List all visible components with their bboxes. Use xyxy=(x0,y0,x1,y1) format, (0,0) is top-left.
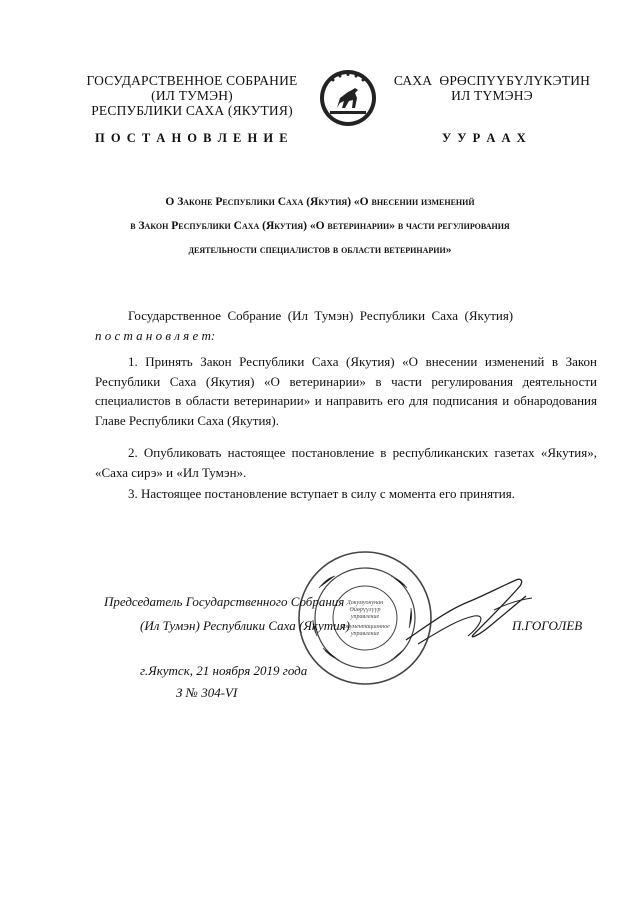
coat-of-arms-emblem xyxy=(318,68,378,128)
signatory-position-line2: (Ил Тумэн) Республики Саха (Якутия) xyxy=(140,618,350,633)
subject-line3: деятельности специалистов в области ветеринарии» xyxy=(188,244,452,256)
item-2-text: 2. Опубликовать настоящее постановление в республиканских газетах «Якутия», «Саха сирэ» и «Ил Тумэн». xyxy=(95,445,597,480)
subject-line1: О Законе Республики Саха (Якутия) «О внесении изменений xyxy=(165,196,475,208)
item-3 xyxy=(95,484,597,504)
decree-word: п о с т а н о в л я е т: xyxy=(95,328,216,343)
stamp-text-5: управление xyxy=(350,631,380,637)
stamp-text-3: управление xyxy=(350,614,380,620)
document-number: З № 304-VI xyxy=(176,685,238,700)
doc-type-left: П О С Т А Н О В Л Е Н И Е xyxy=(95,131,290,145)
doc-type-right: У У Р А А Х xyxy=(442,131,528,145)
header-right-line1: САХА ӨРӨСПҮҮБҮЛҮКЭТИН xyxy=(393,73,591,88)
intro-text: Государственное Собрание (Ил Тумэн) Республики Саха (Якутия) xyxy=(128,308,514,323)
document-subject xyxy=(60,190,580,262)
signatory-position-line1: Председатель Государственного Собрания xyxy=(104,594,345,609)
header-left-line2: (ИЛ ТУМЭН) xyxy=(151,88,233,103)
header-right-line2: ИЛ ТҮМЭНЭ xyxy=(451,88,533,103)
stamp-text-1: Докумуонунан xyxy=(346,600,384,606)
handwritten-signature xyxy=(398,570,538,655)
header-left xyxy=(72,73,312,118)
signatory-name: П.ГОГОЛЕВ xyxy=(512,618,583,633)
item-1 xyxy=(95,352,597,430)
item-2 xyxy=(95,443,597,482)
item-1-text: 1. Принять Закон Республики Саха (Якутия) «О внесении изменений в Закон Республики Саха (Якутия) «О ветеринарии» в части регулирования деятельности специалистов в области ветеринарии» и направить его для подписания и обнародования Главе Республики Саха (Якутия). xyxy=(95,354,597,428)
item-3-text: 3. Настоящее постановление вступает в силу с момента его принятия. xyxy=(128,486,515,501)
subject-line2: в Закон Республики Саха (Якутия) «О ветеринарии» в части регулирования xyxy=(130,220,510,232)
header-right xyxy=(382,73,602,103)
place-and-date: г.Якутск, 21 ноября 2019 года xyxy=(140,663,308,678)
header-left-line1: ГОСУДАРСТВЕННОЕ СОБРАНИЕ xyxy=(86,73,298,88)
stamp-text-4: Документационное xyxy=(340,624,390,630)
header-left-line3: РЕСПУБЛИКИ САХА (ЯКУТИЯ) xyxy=(91,103,293,118)
stamp-text-2: Өйөрүүлүүр xyxy=(349,607,381,613)
